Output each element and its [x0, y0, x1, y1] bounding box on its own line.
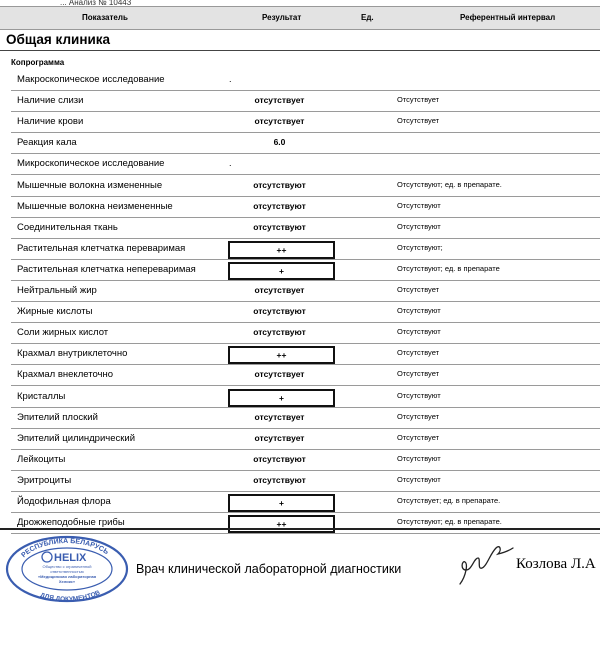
- stamp-line1: Общество с ограниченной: [42, 564, 92, 569]
- stamp-line4: Хеликс»: [58, 579, 76, 584]
- row-indicator: Соли жирных кислот: [17, 327, 109, 339]
- doctor-title: Врач клинической лабораторной диагностики: [136, 562, 402, 576]
- header-unit: Ед.: [361, 13, 374, 22]
- signer-name: Козлова Л.А: [516, 556, 596, 572]
- row-reference: Отсутствуют: [397, 306, 441, 316]
- row-result: отсутствуют: [253, 221, 306, 232]
- row-reference: Отсутствует: [397, 116, 440, 126]
- stamp-bottom-text: ДЛЯ ДОКУМЕНТОВ: [39, 589, 102, 603]
- row-indicator: Эпителий цилиндрический: [17, 432, 136, 444]
- table-row: [11, 260, 600, 281]
- table-row: [11, 408, 600, 429]
- row-indicator: Эритроциты: [17, 474, 72, 486]
- row-indicator: Реакция кала: [17, 137, 77, 149]
- table-row: [11, 302, 600, 323]
- row-reference: Отсутствуют: [397, 221, 441, 231]
- signature: [456, 540, 514, 588]
- row-result: ++: [228, 515, 335, 533]
- row-indicator: Нейтральный жир: [17, 285, 97, 296]
- row-indicator: Дрожжеподобные грибы: [17, 517, 125, 529]
- header-indicator: Показатель: [82, 13, 128, 22]
- row-result: отсутствуют: [253, 474, 306, 485]
- section-divider: [0, 50, 600, 51]
- table-row: [11, 344, 600, 365]
- row-result: 6.0: [273, 137, 286, 148]
- row-result: отсутствуют: [253, 306, 306, 317]
- row-indicator: Наличие слизи: [17, 95, 84, 107]
- row-indicator: Жирные кислоты: [17, 306, 93, 318]
- table-row: [11, 70, 600, 91]
- table-row: [11, 513, 600, 534]
- row-result: отсутствует: [254, 369, 305, 380]
- table-row: [11, 112, 600, 133]
- table-row: [11, 365, 600, 386]
- table-row: [11, 154, 600, 175]
- row-reference: Отсутствуют; ед. в препарате: [397, 263, 500, 273]
- stamp-line2: ответственностью: [50, 569, 84, 574]
- row-reference: Отсутствует: [397, 369, 440, 379]
- row-result: ++: [228, 346, 335, 364]
- row-result: отсутствует: [254, 432, 305, 443]
- table-row: [11, 387, 600, 408]
- row-result-dot: .: [229, 158, 232, 169]
- svg-text:ДЛЯ ДОКУМЕНТОВ: [39, 589, 101, 603]
- row-indicator: Мышечные волокна измененные: [17, 179, 163, 191]
- row-reference: Отсутствуют: [397, 390, 441, 400]
- header-result: Результат: [262, 13, 302, 22]
- row-indicator: Растительная клетчатка переваримая: [17, 242, 186, 254]
- row-indicator: Мышечные волокна неизмененные: [17, 200, 173, 212]
- section-title: Общая клиника: [6, 32, 111, 47]
- row-reference: Отсутствует: [397, 432, 440, 442]
- row-indicator: Макроскопическое исследование: [17, 74, 165, 85]
- row-indicator: Наличие крови: [17, 116, 84, 128]
- row-reference: Отсутствуют: [397, 453, 441, 463]
- row-result: отсутствуют: [253, 200, 306, 211]
- row-result: отсутствует: [254, 95, 305, 106]
- row-result: отсутствует: [254, 285, 305, 295]
- row-result: отсутствует: [254, 411, 305, 422]
- helix-logo-icon: [42, 552, 52, 562]
- table-row: [11, 218, 600, 239]
- row-indicator: Крахмал внеклеточно: [17, 369, 113, 381]
- stamp-brand: HELIX: [54, 552, 87, 564]
- row-reference: Отсутствуют: [397, 200, 441, 210]
- cut-text: ... Анализ № 10443: [60, 0, 132, 6]
- row-result: ++: [228, 241, 335, 259]
- row-reference: Отсутствуют; ед. в препарате.: [397, 517, 502, 527]
- table-row: [11, 429, 600, 450]
- row-reference: Отсутствует: [397, 95, 440, 105]
- stamp-line3: «Медицинская лабораторная: [37, 574, 97, 579]
- row-reference: Отсутствуют: [397, 327, 441, 337]
- header-reference: Референтный интервал: [460, 13, 556, 22]
- row-result: отсутствует: [254, 116, 305, 127]
- table-row: [11, 91, 600, 112]
- helix-stamp: [4, 535, 130, 603]
- row-indicator: Растительная клетчатка непереваримая: [17, 263, 196, 275]
- row-result: отсутствуют: [253, 179, 306, 190]
- row-result: отсутствуют: [253, 453, 306, 464]
- table-row: [11, 197, 600, 218]
- row-reference: Отсутствует: [397, 411, 440, 421]
- row-indicator: Микроскопическое исследование: [17, 158, 165, 170]
- row-reference: Отсутствует: [397, 348, 440, 358]
- table-row: [11, 133, 600, 154]
- row-result: +: [228, 262, 335, 280]
- table-row: [11, 281, 600, 302]
- row-reference: Отсутствуют;: [397, 242, 443, 252]
- row-indicator: Эпителий плоский: [17, 411, 98, 423]
- row-result-dot: .: [229, 74, 232, 84]
- row-indicator: Лейкоциты: [17, 453, 66, 465]
- row-reference: Отсутствует; ед. в препарате.: [397, 496, 501, 505]
- row-result: +: [228, 389, 335, 407]
- row-result: отсутствуют: [253, 327, 306, 338]
- row-indicator: Соединительная ткань: [17, 221, 118, 233]
- row-indicator: Кристаллы: [17, 390, 66, 402]
- row-reference: Отсутствует: [397, 285, 440, 294]
- table-row: [11, 176, 600, 197]
- table-row: [11, 492, 600, 513]
- row-indicator: Крахмал внутриклеточно: [17, 348, 128, 360]
- table-bottom-rule: [0, 528, 600, 530]
- row-reference: Отсутствуют: [397, 474, 441, 484]
- table-row: [11, 239, 600, 260]
- subsection-title: Копрограмма: [11, 58, 65, 67]
- row-reference: Отсутствуют; ед. в препарате.: [397, 179, 502, 189]
- stamp-top-text: РЕСПУБЛИКА БЕЛАРУСЬ: [20, 537, 110, 560]
- row-indicator: Йодофильная флора: [17, 496, 111, 507]
- table-row: [11, 471, 600, 492]
- table-row: [11, 323, 600, 344]
- row-result: +: [228, 494, 335, 512]
- table-header: [0, 6, 600, 30]
- table-row: [11, 450, 600, 471]
